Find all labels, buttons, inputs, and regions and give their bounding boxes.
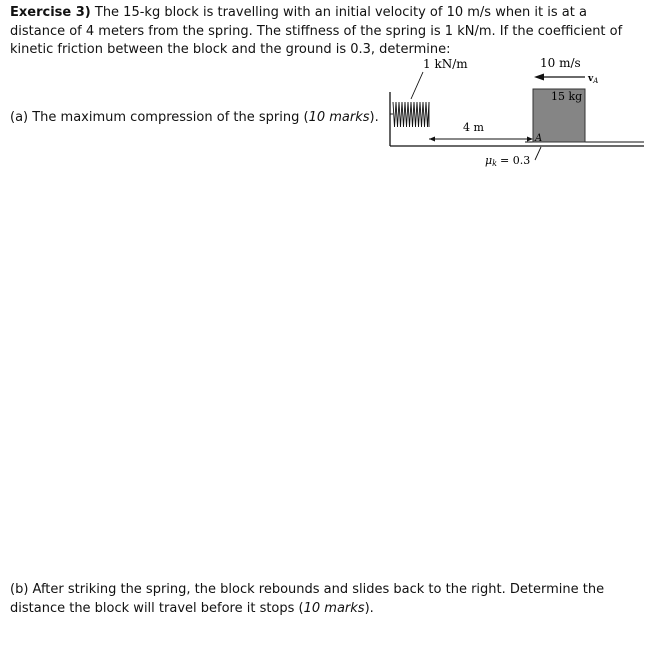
velocity-arrow xyxy=(534,74,585,81)
part-a-question xyxy=(10,109,379,128)
exercise-text: The 15-kg block is travelling with an initial velocity of 10 m/s when it is at a distance of 4 meters from the spring. The stiffness of the spring is 1 kN/m. If the coefficient of kinetic friction between the block and the ground is 0.3, determine: xyxy=(10,5,623,57)
spring-block-figure xyxy=(385,52,647,172)
block-mass-label: 15 kg xyxy=(551,90,583,103)
part-b-close: ). xyxy=(364,600,374,616)
spring-stiffness-label: 1 kN/m xyxy=(423,57,468,71)
distance-label: 4 m xyxy=(463,121,484,134)
spring-leader-line xyxy=(411,72,423,99)
part-a-close: ). xyxy=(369,110,379,125)
point-a-label: A xyxy=(535,133,543,144)
velocity-symbol: $v_A$ xyxy=(588,74,599,85)
distance-dimension xyxy=(429,137,533,142)
part-a-text: (a) The maximum compression of the spring ( xyxy=(10,110,309,125)
part-b-text: (b) After striking the spring, the block rebounds and slides back to the right. Determine the distance the block will travel before it stops ( xyxy=(10,582,605,616)
velocity-label: 10 m/s xyxy=(540,56,581,70)
part-a-marks: 10 marks xyxy=(308,110,370,125)
spring xyxy=(390,102,429,127)
part-b-question xyxy=(10,581,638,618)
part-b-marks: 10 marks xyxy=(303,600,365,616)
friction-leader-line xyxy=(535,147,541,160)
exercise-heading: Exercise 3) xyxy=(10,5,91,20)
friction-coefficient-label: μk = 0.3 xyxy=(485,154,531,168)
